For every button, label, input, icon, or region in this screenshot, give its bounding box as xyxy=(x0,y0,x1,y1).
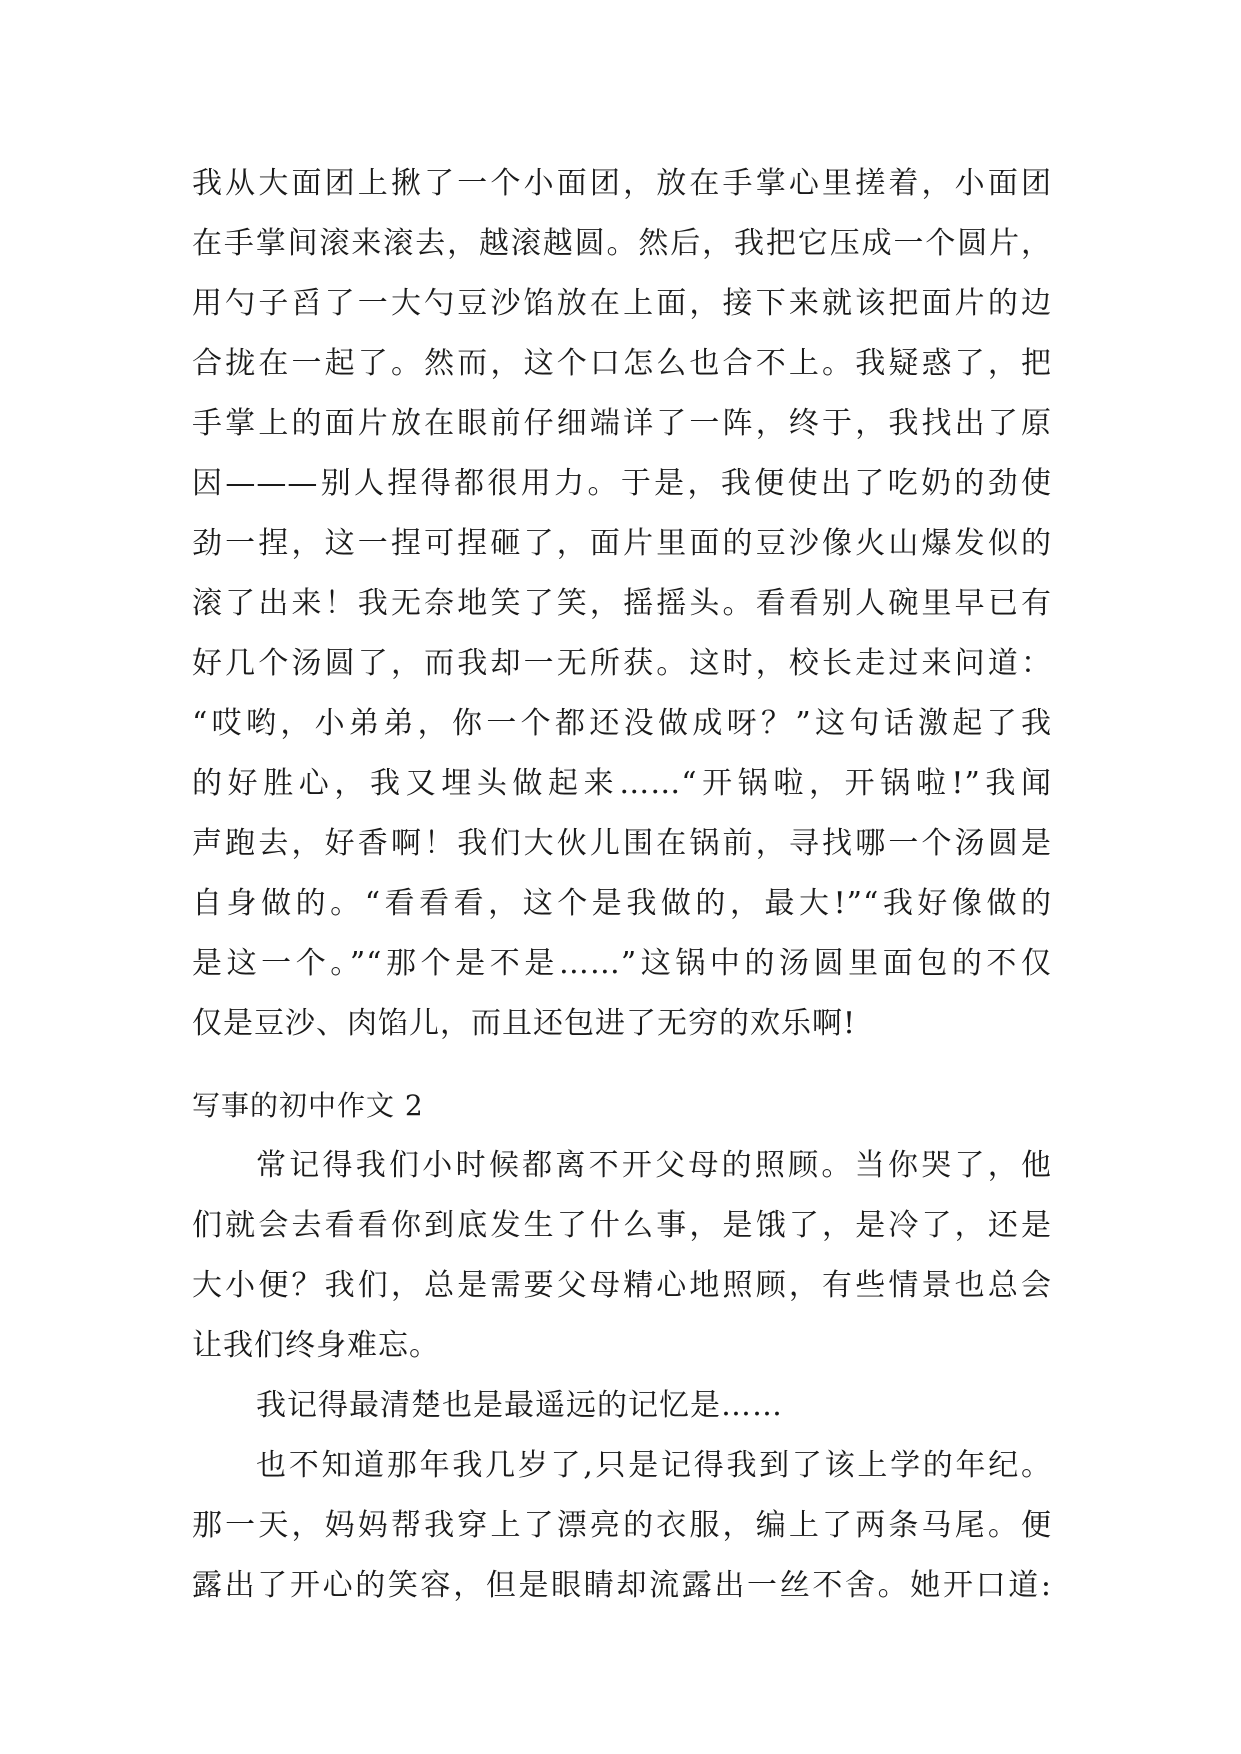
text-line: 声跑去，好香啊！我们大伙儿围在锅前，寻找哪一个汤圆是 xyxy=(192,826,1052,861)
essay-body-part-1 xyxy=(192,154,1052,1054)
text-line: 露出了开心的笑容，但是眼睛却流露出一丝不舍。她开口道: xyxy=(192,1568,1052,1603)
essay-body-part-2 xyxy=(192,1136,1052,1616)
paragraph-first-line: 我记得最清楚也是最遥远的记忆是…… xyxy=(256,1388,783,1423)
text-line: 好几个汤圆了，而我却一无所获。这时，校长走过来问道： xyxy=(192,646,1052,681)
text-line: “哎哟，小弟弟，你一个都还没做成呀？”这句话激起了我 xyxy=(192,706,1052,741)
text-line: 自身做的。“看看看，这个是我做的，最大!”“我好像做的 xyxy=(192,886,1052,921)
text-line: 用勺子舀了一大勺豆沙馅放在上面，接下来就该把面片的边 xyxy=(192,286,1052,321)
text-line: 劲一捏，这一捏可捏砸了，面片里面的豆沙像火山爆发似的 xyxy=(192,526,1052,561)
text-line: 仅是豆沙、肉馅儿，而且还包进了无穷的欢乐啊! xyxy=(192,1006,857,1041)
section-title: 写事的初中作文 2 xyxy=(192,1089,424,1122)
text-line: 的好胜心，我又埋头做起来……“开锅啦，开锅啦!”我闻 xyxy=(192,766,1052,801)
paragraph-first-line: 也不知道那年我几岁了,只是记得我到了该上学的年纪。 xyxy=(256,1448,1052,1483)
text-line: 们就会去看看你到底发生了什么事，是饿了，是冷了，还是 xyxy=(192,1208,1052,1243)
text-line: 手掌上的面片放在眼前仔细端详了一阵，终于，我找出了原 xyxy=(192,406,1052,441)
text-line: 让我们终身难忘。 xyxy=(192,1328,440,1363)
paragraph-first-line: 常记得我们小时候都离不开父母的照顾。当你哭了，他 xyxy=(256,1148,1052,1183)
text-line: 我从大面团上揪了一个小面团，放在手掌心里搓着，小面团 xyxy=(192,166,1052,201)
text-line: 是这一个。”“那个是不是……”这锅中的汤圆里面包的不仅 xyxy=(192,946,1052,981)
text-line: 合拢在一起了。然而，这个口怎么也合不上。我疑惑了，把 xyxy=(192,346,1052,381)
essay-section-title-block xyxy=(192,1076,1052,1136)
text-line: 滚了出来！我无奈地笑了笑，摇摇头。看看别人碗里早已有 xyxy=(192,586,1052,621)
text-line: 大小便？我们，总是需要父母精心地照顾，有些情景也总会 xyxy=(192,1268,1052,1303)
text-line: 因———别人捏得都很用力。于是，我便使出了吃奶的劲使 xyxy=(192,466,1052,501)
text-line: 在手掌间滚来滚去，越滚越圆。然后，我把它压成一个圆片， xyxy=(192,226,1052,261)
text-line: 那一天，妈妈帮我穿上了漂亮的衣服，编上了两条马尾。便 xyxy=(192,1508,1052,1543)
